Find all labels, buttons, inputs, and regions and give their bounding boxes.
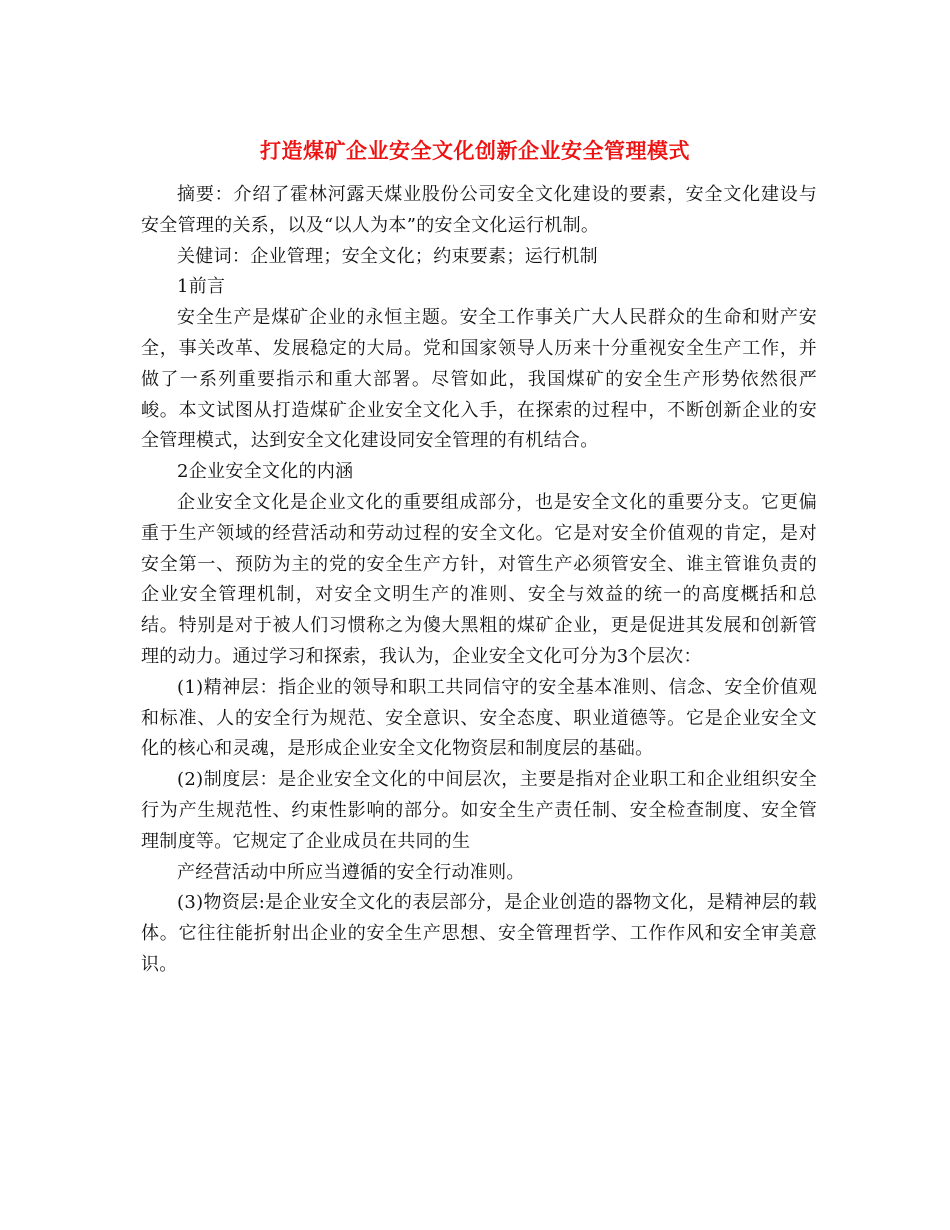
abstract-paragraph: 摘要：介绍了霍林河露天煤业股份公司安全文化建设的要素，安全文化建设与安全管理的关系，以及“以人为本”的安全文化运行机制。	[141, 184, 817, 236]
section-heading-1: 1前言	[177, 276, 226, 298]
body-paragraph: 安全生产是煤矿企业的永恒主题。安全工作事关广大人民群众的生命和财产安全，事关改革、发展稳定的大局。党和国家领导人历来十分重视安全生产工作，并做了一系列重要指示和重大部署。尽管如此，我国煤矿的安全生产形势依然很严峻。本文试图从打造煤矿企业安全文化入手，在探索的过程中，不断创新企业的安全管理模式，达到安全文化建设同安全管理的有机结合。	[141, 307, 817, 452]
list-item-system-layer: (2)制度层：是企业安全文化的中间层次，主要是指对企业职工和企业组织安全行为产生规范性、约束性影响的部分。如安全生产责任制、安全检查制度、安全管理制度等。它规定了企业成员在共同的生	[141, 769, 817, 852]
section-heading-2: 2企业安全文化的内涵	[177, 461, 354, 483]
document-title: 打造煤矿企业安全文化创新企业安全管理模式	[260, 139, 690, 164]
list-item-spiritual-layer: (1)精神层：指企业的领导和职工共同信守的安全基本准则、信念、安全价值观和标准、人的安全行为规范、安全意识、安全态度、职业道德等。它是企业安全文化的核心和灵魂，是形成企业安全文化物资层和制度层的基础。	[141, 676, 817, 760]
body-paragraph: 产经营活动中所应当遵循的安全行动准则。	[177, 861, 525, 883]
document-body	[141, 180, 817, 981]
keywords-paragraph: 关健词：企业管理；安全文化；约束要素；运行机制	[177, 245, 598, 267]
list-item-material-layer: (3)物资层:是企业安全文化的表层部分，是企业创造的器物文化，是精神层的载体。它往往能折射出企业的安全生产思想、安全管理哲学、工作作风和安全审美意识。	[141, 892, 817, 975]
body-paragraph: 企业安全文化是企业文化的重要组成部分，也是安全文化的重要分支。它更偏重于生产领域的经营活动和劳动过程的安全文化。它是对安全价值观的肯定，是对安全第一、预防为主的党的安全生产方针，对管生产必须管安全、谁主管谁负责的企业安全管理机制，对安全文明生产的准则、安全与效益的统一的高度概括和总结。特别是对于被人们习惯称之为傻大黑粗的煤矿企业，更是促进其发展和创新管理的动力。通过学习和探索，我认为，企业安全文化可分为3个层次：	[141, 491, 817, 667]
